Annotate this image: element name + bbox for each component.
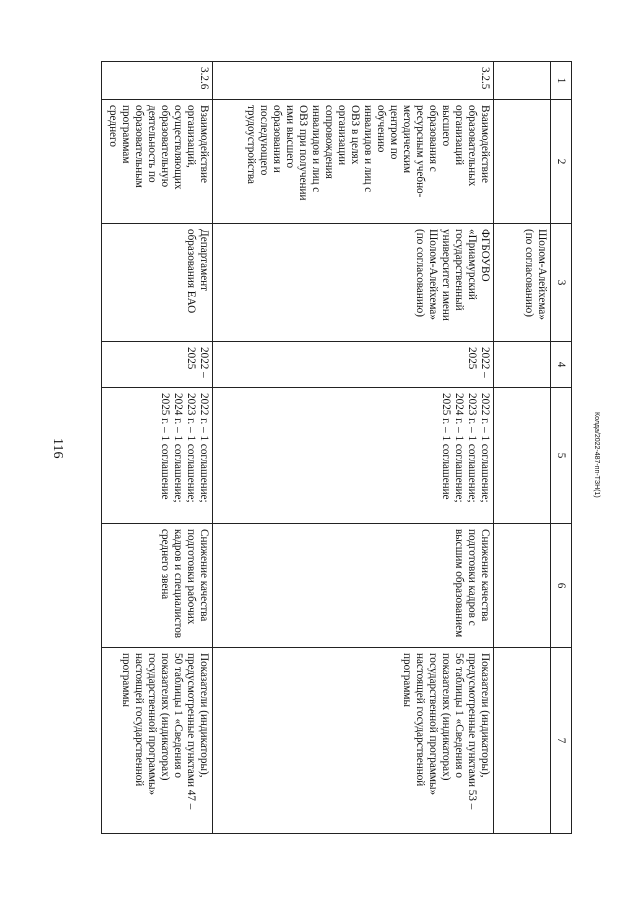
continuation-row xyxy=(494,62,551,834)
cont-cell-5 xyxy=(494,388,551,524)
header-cell-7: 7 xyxy=(551,648,572,834)
indicators-cell: Показатели (индикаторы), предусмотренные пунктами 47 – 50 таблицы 1 «Сведения о показателях (индикаторах) государственной программы» настоящей государственной программы xyxy=(102,648,213,834)
cont-cell-1 xyxy=(494,62,551,100)
header-cell-6: 6 xyxy=(551,524,572,648)
header-row xyxy=(551,62,572,834)
consequences-cell: Снижение качества подготовки кадров с высшим образованием xyxy=(213,524,494,648)
header-cell-2: 2 xyxy=(551,100,572,224)
executor-cell: ФГБОУВО «Приамурский государственный университет имени Шолом-Алейхема» (по согласованию) xyxy=(213,224,494,342)
agreements-cell: 2022 г. – 1 соглашение; 2023 г. – 1 соглашение; 2024 г. – 1 соглашение; 2025 г. – 1 соглашение xyxy=(213,388,494,524)
row-number: 3.2.5 xyxy=(213,62,494,100)
header-cell-5: 5 xyxy=(551,388,572,524)
page-number: 116 xyxy=(50,438,65,459)
agreements-cell: 2022 г. – 1 соглашение; 2023 г. – 1 соглашение; 2024 г. – 1 соглашение; 2025 г. – 1 соглашение xyxy=(102,388,213,524)
activity-cell: Взаимодействие образовательных организаций высшего образования с ресурсным учебно- методическим центром по обучению инвалидов и лиц с ОВЗ в целях организации сопровождения инвалидов и лиц с ОВЗ при получении ими высшего образования и последующего трудоустройства xyxy=(213,100,494,224)
table-row xyxy=(213,62,494,834)
cont-cell-executor: Шолом-Алейхема» (по согласованию) xyxy=(494,224,551,342)
row-number: 3.2.6 xyxy=(102,62,213,100)
document-code: Колда/2022-487-пп-ТЗН(1) xyxy=(593,412,600,498)
cont-cell-7 xyxy=(494,648,551,834)
consequences-cell: Снижение качества подготовки рабочих кадров и специалистов среднего звена xyxy=(102,524,213,648)
header-cell-4: 4 xyxy=(551,342,572,388)
period-cell: 2022 – 2025 xyxy=(213,342,494,388)
program-table xyxy=(101,61,572,834)
cont-cell-2 xyxy=(494,100,551,224)
header-cell-3: 3 xyxy=(551,224,572,342)
table-frame xyxy=(104,61,572,833)
header-cell-1: 1 xyxy=(551,62,572,100)
rotated-table-container xyxy=(104,61,572,833)
activity-cell: Взаимодействие организаций, осуществляющих образовательную деятельность по образовательным программам среднего xyxy=(102,100,213,224)
period-cell: 2022 – 2025 xyxy=(102,342,213,388)
indicators-cell: Показатели (индикаторы), предусмотренные пунктами 53 – 56 таблицы 1 «Сведения о показателях (индикаторах) государственной программы» настоящей государственной программы xyxy=(213,648,494,834)
cont-cell-4 xyxy=(494,342,551,388)
table-row xyxy=(102,62,213,834)
cont-cell-6 xyxy=(494,524,551,648)
executor-cell: Департамент образования ЕАО xyxy=(102,224,213,342)
